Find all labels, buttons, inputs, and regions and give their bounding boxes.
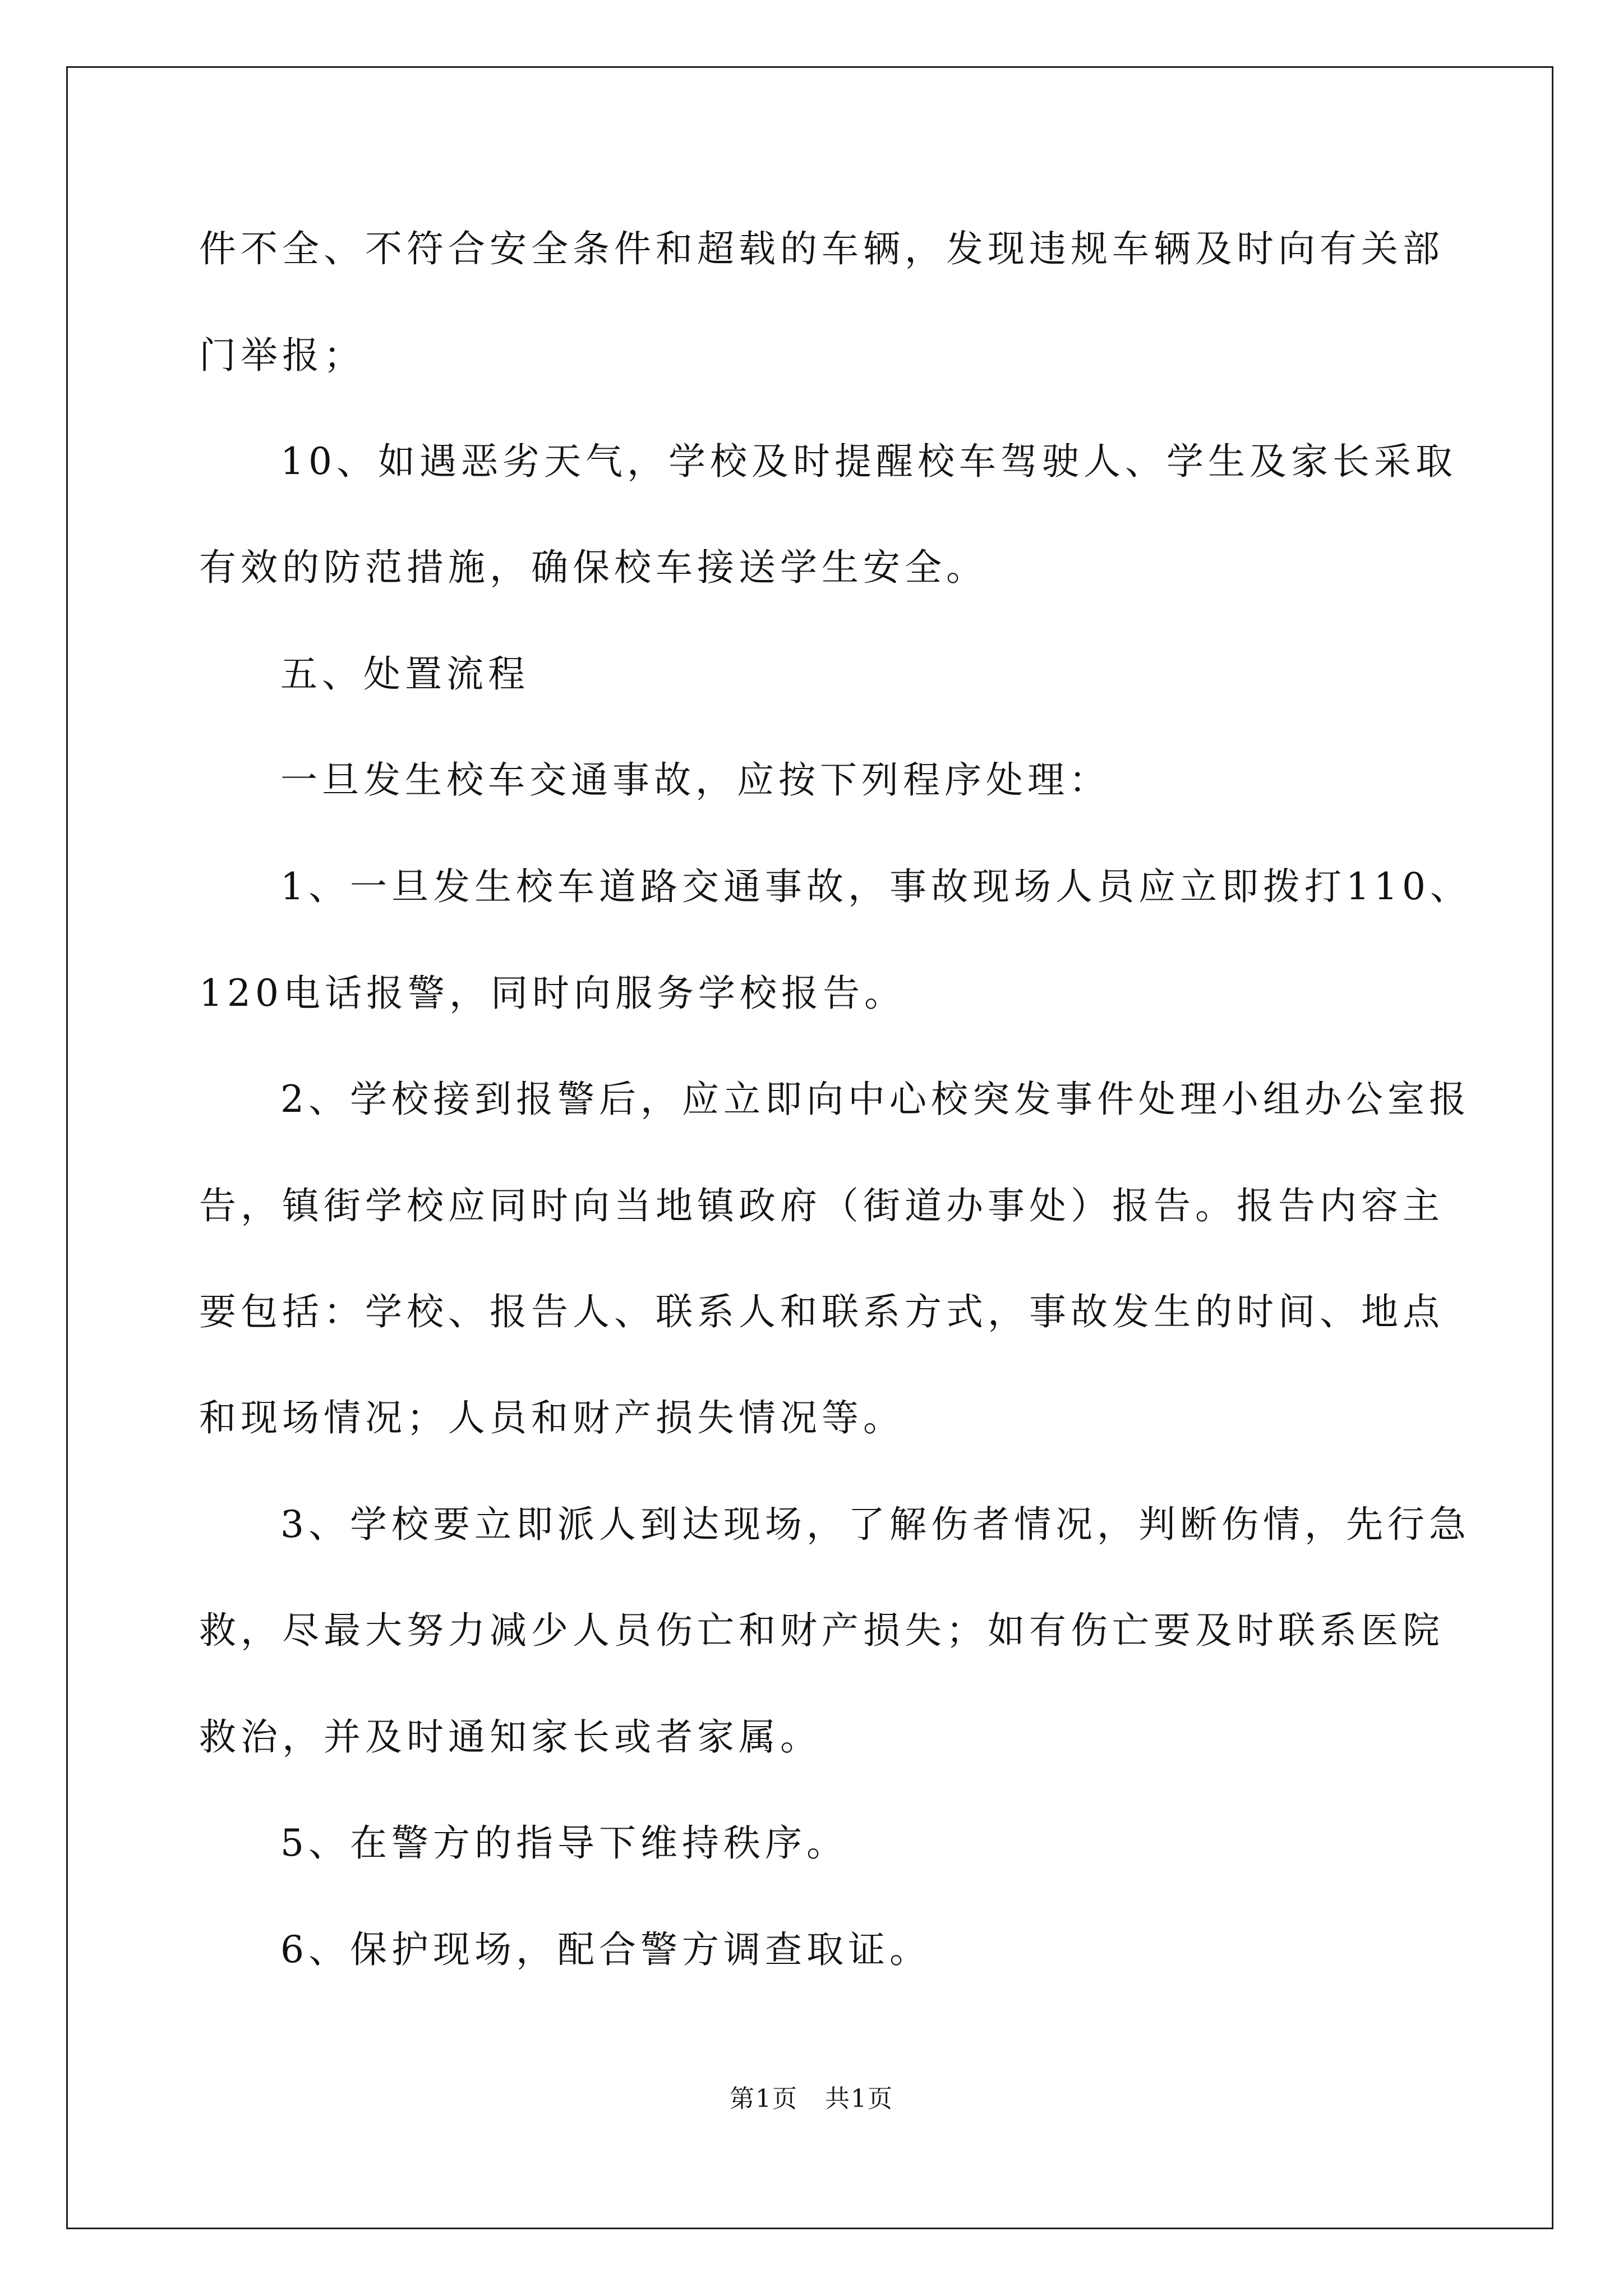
body-text-line: 有效的防范措施，确保校车接送学生安全。	[199, 546, 988, 589]
body-text-line: 3、学校要立即派人到达现场，了解伤者情况，判断伤情，先行急	[280, 1503, 1470, 1546]
body-text-line: 5、在警方的指导下维持秩序。	[280, 1821, 848, 1865]
section-heading: 五、处置流程	[280, 652, 529, 696]
page-border	[66, 66, 1553, 2229]
body-text-line: 件不全、不符合安全条件和超载的车辆，发现违规车辆及时向有关部	[199, 227, 1444, 270]
body-text-line: 一旦发生校车交通事故，应按下列程序处理：	[280, 758, 1110, 802]
body-text-line: 6、保护现场，配合警方调查取证。	[280, 1928, 931, 1971]
body-text-line: 救治，并及时通知家长或者家属。	[199, 1715, 822, 1759]
body-text-line: 1、一旦发生校车道路交通事故，事故现场人员应立即拨打110、	[280, 865, 1472, 908]
body-text-line: 要包括：学校、报告人、联系人和联系方式，事故发生的时间、地点	[199, 1290, 1444, 1333]
body-text-line: 10、如遇恶劣天气，学校及时提醒校车驾驶人、学生及家长采取	[280, 440, 1457, 483]
body-text-line: 告，镇街学校应同时向当地镇政府（街道办事处）报告。报告内容主	[199, 1184, 1444, 1227]
body-text-line: 2、学校接到报警后，应立即向中心校突发事件处理小组办公室报	[280, 1078, 1470, 1121]
page-footer: 第1页 共1页	[730, 2085, 893, 2113]
body-text-line: 120电话报警，同时向服务学校报告。	[199, 972, 906, 1015]
body-text-line: 和现场情况；人员和财产损失情况等。	[199, 1396, 905, 1439]
body-text-line: 门举报；	[199, 334, 365, 377]
body-text-line: 救，尽最大努力减少人员伤亡和财产损失；如有伤亡要及时联系医院	[199, 1609, 1444, 1652]
